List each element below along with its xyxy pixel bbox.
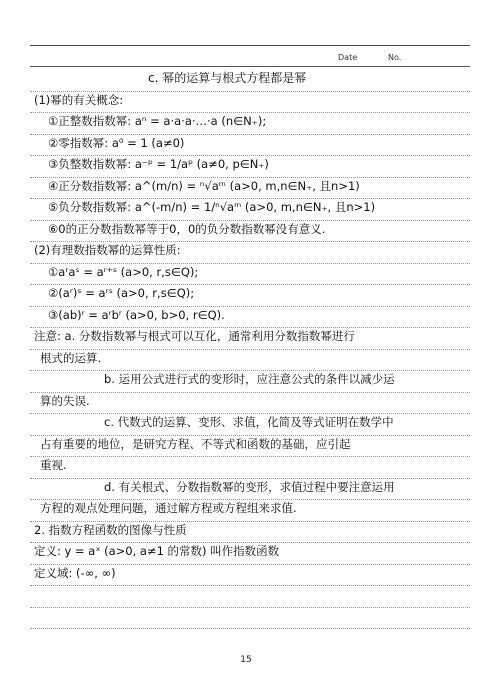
note-line: 重视. <box>40 458 67 472</box>
note-line: 2. 指数方程函数的图像与性质 <box>34 522 187 537</box>
note-line: ③(ab)ʳ = aʳbʳ (a>0, b>0, r∈Q). <box>48 307 225 322</box>
note-line: ①aʳaˢ = aʳ⁺ˢ (a>0, r,s∈Q); <box>48 264 199 279</box>
number-label: No. <box>388 53 402 62</box>
note-line: 方程的观点处理问题，通过解方程或方程组来求值. <box>40 501 297 515</box>
date-label: Date <box>338 53 358 62</box>
note-line: 根式的运算. <box>40 350 102 365</box>
note-line: ④正分数指数幂: a^(m/n) = ⁿ√aᵐ (a>0, m,n∈N₊, 且n>1) <box>48 178 360 193</box>
note-line: ②(aʳ)ˢ = aʳˢ (a>0, r,s∈Q); <box>48 286 195 300</box>
note-line: 占有重要的地位，是研究方程、不等式和函数的基础，应引起 <box>40 436 351 451</box>
note-line: b. 运用公式进行式的变形时，应注意公式的条件以减少运 <box>104 372 395 386</box>
note-line: (2)有理数指数幂的运算性质: <box>34 243 181 257</box>
note-line: 注意: a. 分数指数幂与根式可以互化，通常利用分数指数幂进行 <box>34 329 355 343</box>
note-line: d. 有关根式、分数指数幂的变形，求值过程中要注意运用 <box>104 479 395 494</box>
page-number: 15 <box>240 655 252 665</box>
note-line: 定义: y = aˣ (a>0, a≠1 的常数) 叫作指数函数 <box>34 544 280 558</box>
note-line: ⑥0的正分数指数幂等于0，0的负分数指数幂没有意义. <box>48 221 326 236</box>
section-title: c. 幂的运算与根式方程都是幂 <box>148 71 307 85</box>
note-line: ②零指数幂: a⁰ = 1 (a≠0) <box>48 135 185 150</box>
note-line: 定义域: (-∞, ∞) <box>34 565 116 580</box>
note-line: c. 代数式的运算、变形、求值，化简及等式证明在数学中 <box>104 415 394 429</box>
note-line: ①正整数指数幂: aⁿ = a·a·a·…·a (n∈N₊); <box>48 114 267 128</box>
note-line: ⑤负分数指数幂: a^(-m/n) = 1/ⁿ√aᵐ (a>0, m,n∈N₊, 且n>1) <box>48 200 376 214</box>
note-line: (1)幂的有关概念: <box>34 92 124 107</box>
note-line: 算的失误. <box>40 393 90 408</box>
header-rule <box>30 66 470 67</box>
note-line: ③负整数指数幂: a⁻ᵖ = 1/aᵖ (a≠0, p∈N₊) <box>48 157 269 171</box>
top-border-line <box>30 45 470 46</box>
